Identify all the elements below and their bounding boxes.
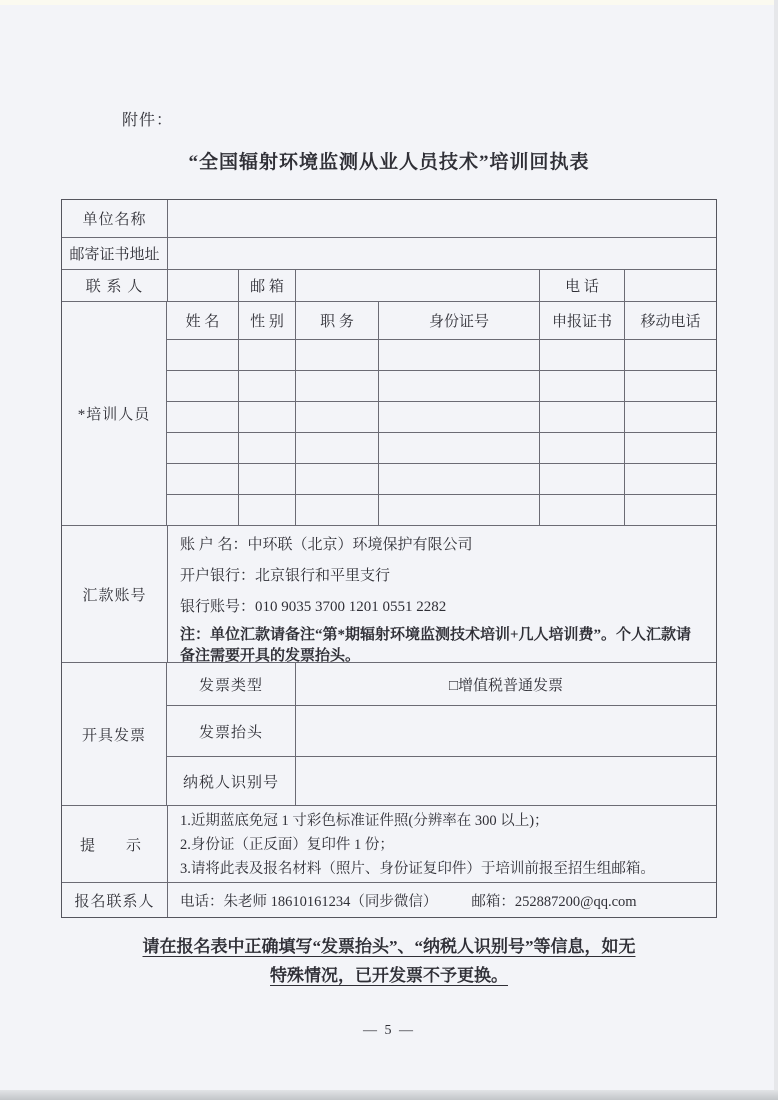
- personnel-empty-row: [167, 370, 716, 401]
- personnel-empty-cell: [167, 464, 238, 494]
- footer-note: [0, 932, 778, 990]
- personnel-empty-cell: [624, 433, 716, 463]
- unit-name-label: 单位名称: [82, 212, 147, 228]
- row-tips: [62, 805, 716, 882]
- remit-note: 注：单位汇款请备注“第*期辐射环境监测技术培训+几人培训费”。个人汇款请备注需要开具的发票抬头。: [180, 627, 692, 662]
- invoice-label: 开具发票: [62, 663, 167, 805]
- tax-id-field: [295, 757, 716, 805]
- remit-bank: 开户银行：北京银行和平里支行: [180, 568, 391, 584]
- footer-note-line2: 特殊情况，已开发票不予更换。: [270, 966, 508, 985]
- personnel-empty-cell: [167, 433, 238, 463]
- personnel-empty-cell: [539, 340, 624, 370]
- mail-address-label: 邮寄证书地址: [69, 247, 160, 263]
- personnel-empty-cell: [295, 340, 378, 370]
- personnel-empty-cell: [167, 340, 238, 370]
- section-invoice: [62, 662, 716, 805]
- contact-name-field: [167, 270, 238, 301]
- tips-label: 提 示: [79, 837, 149, 854]
- invoice-type-label: 发票类型: [198, 677, 263, 694]
- trainees-grid: [167, 302, 716, 525]
- personnel-empty-cell: [378, 495, 539, 525]
- mail-address-field: [167, 238, 716, 269]
- header-id-number: 身份证号: [378, 302, 539, 339]
- page-number: — 5 —: [363, 1023, 415, 1038]
- row-contact: [62, 269, 716, 301]
- tip-id-copy: 2.身份证（正反面）复印件 1 份；: [180, 837, 394, 853]
- contact-phone-field: [624, 270, 716, 301]
- tax-id-label: 纳税人识别号: [182, 774, 279, 791]
- invoice-title-field: [295, 706, 716, 756]
- remit-account-number: 银行账号：010 9035 3700 1201 0551 2282: [180, 599, 447, 615]
- personnel-empty-cell: [295, 371, 378, 401]
- remit-account-name: 账 户 名：中环联（北京）环境保护有限公司: [180, 537, 473, 553]
- personnel-empty-cell: [624, 464, 716, 494]
- personnel-empty-cell: [238, 495, 295, 525]
- signup-contact-label: 报名联系人: [74, 893, 155, 910]
- header-job: 职 务: [295, 302, 378, 339]
- row-tax-id: [167, 756, 716, 805]
- row-signup-contact: [62, 882, 716, 917]
- remit-label: 汇款账号: [82, 587, 147, 604]
- personnel-empty-row: [167, 339, 716, 370]
- row-invoice-title: [167, 705, 716, 756]
- personnel-empty-cell: [624, 371, 716, 401]
- personnel-empty-row: [167, 494, 716, 525]
- section-trainees: [62, 301, 716, 525]
- personnel-empty-cell: [539, 433, 624, 463]
- signup-contact-phone: 电话：朱老师 18610161234（同步微信）: [180, 893, 438, 910]
- header-mobile: 移动电话: [624, 302, 716, 339]
- invoice-type-checkbox-option: □增值税普通发票: [295, 663, 716, 705]
- header-certificate: 申报证书: [539, 302, 624, 339]
- personnel-empty-cell: [539, 464, 624, 494]
- signup-contact-email: 邮箱：252887200@qq.com: [471, 893, 637, 910]
- remit-details: [167, 526, 716, 662]
- personnel-empty-cell: [378, 433, 539, 463]
- attachment-label: 附件：: [122, 112, 174, 129]
- personnel-empty-cell: [539, 495, 624, 525]
- personnel-empty-cell: [295, 433, 378, 463]
- scan-edge-top: [0, 0, 778, 5]
- tip-submission: 3.请将此表及报名材料（照片、身份证复印件）于培训前报至招生组邮箱。: [180, 861, 655, 877]
- personnel-empty-cell: [624, 402, 716, 432]
- row-invoice-type: [167, 663, 716, 705]
- contact-email-label: 邮 箱: [238, 270, 295, 301]
- row-mail-address: [62, 237, 716, 269]
- contact-email-field: [295, 270, 539, 301]
- personnel-empty-cell: [295, 402, 378, 432]
- personnel-empty-cell: [238, 464, 295, 494]
- personnel-empty-row: [167, 432, 716, 463]
- header-name: 姓 名: [185, 314, 220, 330]
- invoice-title-label: 发票抬头: [198, 724, 263, 741]
- personnel-empty-cell: [295, 495, 378, 525]
- scan-edge-bottom: [0, 1090, 778, 1100]
- header-sex: 性 别: [238, 302, 295, 339]
- contact-phone-label: 电 话: [539, 270, 624, 301]
- personnel-empty-cell: [238, 371, 295, 401]
- personnel-empty-cell: [378, 371, 539, 401]
- personnel-empty-cell: [378, 464, 539, 494]
- invoice-grid: [167, 663, 716, 805]
- contact-label: 联 系 人: [85, 279, 144, 295]
- personnel-empty-cell: [624, 495, 716, 525]
- personnel-empty-cell: [167, 371, 238, 401]
- personnel-empty-cell: [539, 402, 624, 432]
- page-title: “全国辐射环境监测从业人员技术”培训回执表: [188, 152, 590, 173]
- row-unit-name: [62, 200, 716, 237]
- signup-contact-details: [167, 883, 716, 917]
- personnel-empty-row: [167, 463, 716, 494]
- personnel-empty-cell: [378, 402, 539, 432]
- personnel-empty-cell: [295, 464, 378, 494]
- personnel-empty-cell: [238, 340, 295, 370]
- unit-name-field: [167, 200, 716, 237]
- personnel-empty-cell: [167, 402, 238, 432]
- personnel-empty-row: [167, 401, 716, 432]
- personnel-empty-cell: [378, 340, 539, 370]
- registration-table: [61, 199, 717, 918]
- tip-photo: 1.近期蓝底免冠 1 寸彩色标准证件照(分辨率在 300 以上)；: [180, 813, 549, 829]
- personnel-empty-cell: [238, 402, 295, 432]
- footer-note-line1: 请在报名表中正确填写“发票抬头”、“纳税人识别号”等信息，如无: [142, 937, 636, 956]
- personnel-empty-cell: [624, 340, 716, 370]
- row-remit-account: [62, 525, 716, 662]
- tips-details: [167, 806, 716, 882]
- personnel-empty-cell: [238, 433, 295, 463]
- trainees-label: *培训人员: [62, 302, 167, 525]
- personnel-empty-cell: [167, 495, 238, 525]
- personnel-empty-cell: [539, 371, 624, 401]
- personnel-header-row: [167, 302, 716, 339]
